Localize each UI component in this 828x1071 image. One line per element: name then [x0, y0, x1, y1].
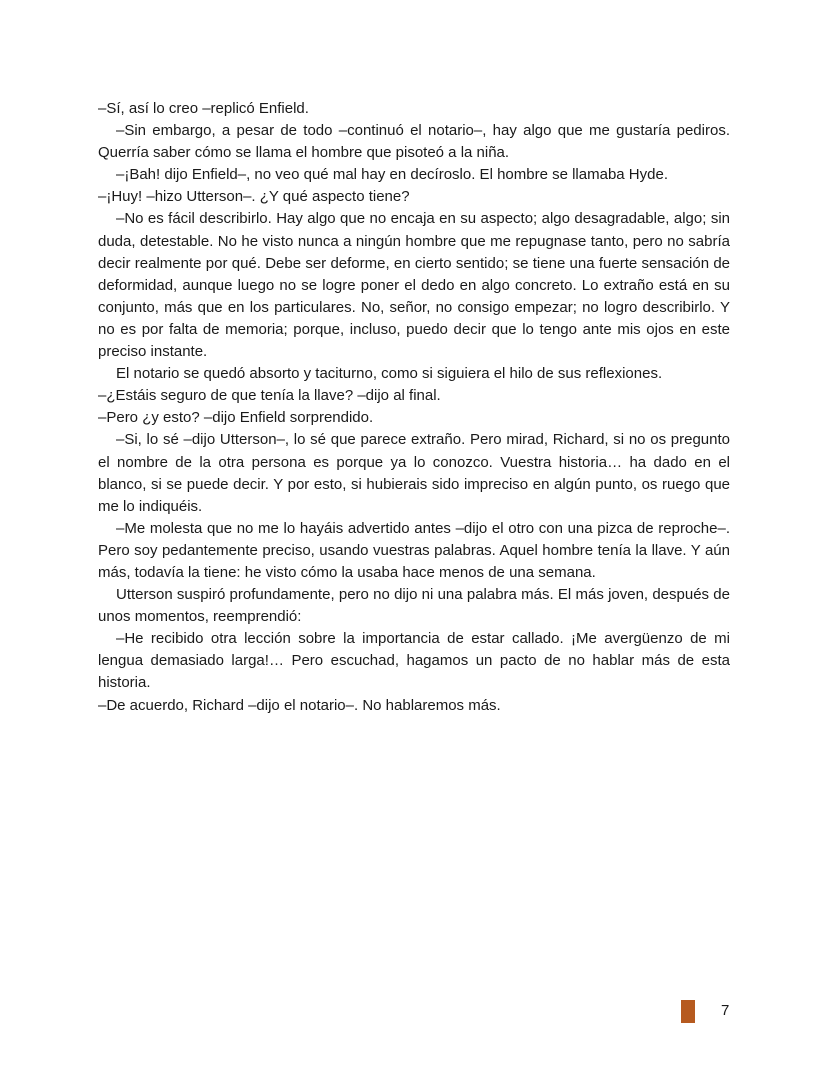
- paragraph: –Me molesta que no me lo hayáis advertido antes –dijo el otro con una pizca de reproche–. Pero soy pedantemente preciso, usando vuestras palabras. Aquel hombre tenía la llave. Y aún más, todavía la tiene: he visto cómo la usaba hace menos de una semana.: [98, 519, 730, 581]
- paragraph: –Si, lo sé –dijo Utterson–, lo sé que parece extraño. Pero mirad, Richard, si no os pregunto el nombre de la otra persona es porque ya lo conozco. Vuestra historia… ha dado en el blanco, si se puede decir. Y por esto, si hubierais sido impreciso en algún punto, os ruego que me lo indiquéis.: [98, 431, 730, 515]
- page-number: 7: [721, 1002, 730, 1019]
- page-body: [98, 98, 730, 717]
- paragraph: –¿Estáis seguro de que tenía la llave? –dijo al final.: [98, 387, 441, 405]
- paragraph: –Sí, así lo creo –replicó Enfield.: [98, 100, 309, 117]
- paragraph: –No es fácil describirlo. Hay algo que no encaja en su aspecto; algo desagradable, algo; sin duda, detestable. No he visto nunca a ningún hombre que me repugnase tanto, pero no sabría decir realmente por qué. Debe ser deforme, en cierto sentido; se tiene una fuerte sensación de deformidad, aunque luego no se logre poner el dedo en algo concreto. Lo extraño está en su conjunto, más que en los particulares. No, señor, no consigo empezar; no logro describirlo. Y no es por falta de memoria; porque, incluso, puedo decir que lo tengo ante mis ojos en este preciso instante.: [98, 210, 730, 361]
- footer-marker: [681, 1000, 695, 1023]
- page-footer: [681, 1000, 741, 1024]
- paragraph: –Pero ¿y esto? –dijo Enfield sorprendido.: [98, 409, 374, 427]
- paragraph: El notario se quedó absorto y taciturno, como si siguiera el hilo de sus reflexiones.: [116, 365, 663, 383]
- paragraph: –Sin embargo, a pesar de todo –continuó el notario–, hay algo que me gustaría pediros. Querría saber cómo se llama el hombre que pisoteó a la niña.: [98, 122, 730, 162]
- paragraph: –¡Bah! dijo Enfield–, no veo qué mal hay en decíroslo. El hombre se llamaba Hyde.: [116, 166, 668, 184]
- paragraph: –¡Huy! –hizo Utterson–. ¿Y qué aspecto tiene?: [98, 188, 410, 206]
- paragraph: Utterson suspiró profundamente, pero no dijo ni una palabra más. El más joven, después de unos momentos, reemprendió:: [98, 586, 730, 626]
- paragraph: –De acuerdo, Richard –dijo el notario–. No hablaremos más.: [98, 696, 501, 714]
- paragraph: –He recibido otra lección sobre la importancia de estar callado. ¡Me avergüenzo de mi lengua demasiado larga!… Pero escuchad, hagamos un pacto de no hablar más de esta historia.: [98, 630, 730, 692]
